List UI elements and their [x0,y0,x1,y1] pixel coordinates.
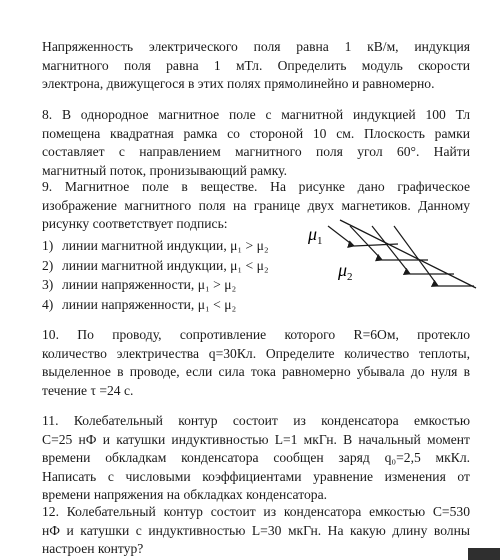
text-line: 12. Колебательный контур состоит из конденсатора емкостью С=530 [42,504,470,519]
text-line: помещена квадратная рамка со стороной 10 см. Плоскость рамки [42,125,470,141]
option-number: 3) [42,277,54,292]
text-line: 11. Колебательный контур состоит из конденсатора емкостью [42,413,470,428]
option-number: 1) [42,238,54,253]
text-line: C=25 нФ и катушки индуктивностью L=1 мкГн. В начальный момент [42,431,470,447]
text-line: нФ и катушки с индуктивностью L=30 мкГн. На какую длину волны [42,522,470,538]
text-line: изображение магнитного поля на границе двух магнетиков. Данному [42,197,470,213]
question-11 [42,412,470,505]
text-line: электрона, движущегося в этих полях прямолинейно и равномерно. [42,76,435,92]
option-text: линии напряженности, μ₁ > μ₂ [62,277,237,292]
text-line: 9. Магнитное поле в веществе. На рисунке дано графическое [42,179,470,194]
option-number: 4) [42,296,54,312]
field-lines-svg [298,214,478,292]
text-line: магнитный поток, пронизывающий рамку. [42,162,287,178]
paragraph-intro [42,38,470,94]
option-text: линии магнитной индукции, μ₁ < μ₂ [62,257,269,273]
text-line: времени напряжения на обкладках конденсатора. [42,487,327,503]
text-line: составляет с направлением магнитного поля угол 60°. Найти [42,144,470,160]
page-edge-bar [468,548,500,560]
option-text: линии напряженности, μ₁ < μ₂ [62,296,237,312]
boundary-line [340,220,476,288]
mu2-label: $\mu_2$ [338,260,353,283]
field-line [328,226,398,246]
text-line: выделенное в проводе, если сила тока равномерно убывала до нуля в [42,364,470,380]
answer-option [42,256,302,276]
text-line: Написать с числовыми коэффициентами уравнение изменения от [42,468,470,484]
question-10 [42,326,470,400]
text-line: Напряженность электрического поля равна 1 кВ/м, индукция [42,39,470,54]
text-line: настроен контур? [42,541,144,557]
answer-option [42,275,302,295]
question-12 [42,503,470,559]
answer-options [42,236,302,314]
text-line: 8. В однородное магнитное поле с магнитной индукцией 100 Тл [42,107,470,122]
field-lines-figure [298,214,478,292]
field-line [394,226,474,286]
text-line: времени обкладкам конденсатора сообщен заряд q₀=2,5 мкКл. [42,450,470,466]
text-line: количество электричества q=30Кл. Определите количество теплоты, [42,345,470,361]
text-line: течение τ =24 с. [42,382,134,398]
text-line: магнитного поля равна 1 мТл. Определить модуль скорости [42,57,470,73]
field-line [372,226,454,274]
answer-option [42,236,302,256]
option-text: линии магнитной индукции, μ₁ > μ₂ [62,238,269,253]
option-number: 2) [42,257,54,273]
text-line: 10. По проводу, сопротивление которого R=6Ом, протекло [42,327,470,342]
question-8 [42,106,470,180]
text-line: рисунку соответствует подпись: [42,216,228,232]
answer-option [42,295,302,315]
mu1-label: $\mu_1$ [308,224,323,247]
